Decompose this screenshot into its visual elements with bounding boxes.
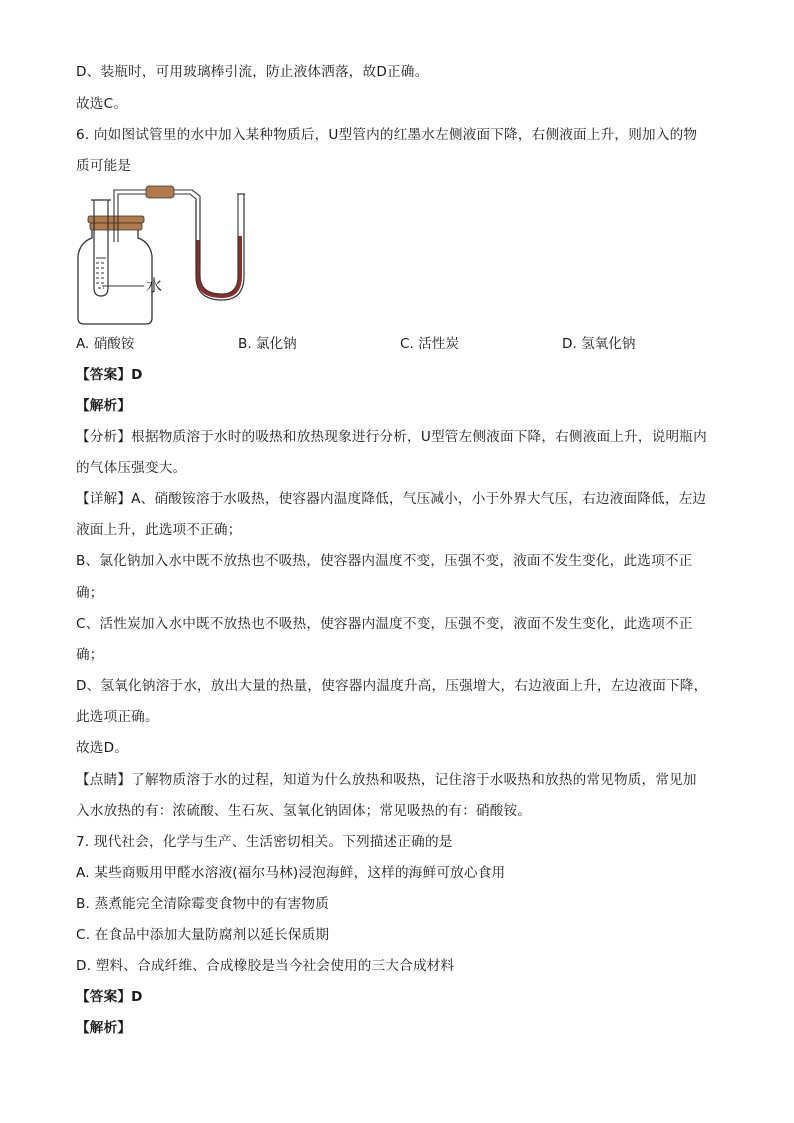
detail-line: D、氢氧化钠溶于水，放出大量的热量，使容器内温度升高，压强增大，右边液面上升，左边液面下降，: [76, 678, 708, 694]
detail-line: B、氯化钠加入水中既不放热也不吸热，使容器内温度不变，压强不变，液面不发生变化，此选项不正: [76, 553, 693, 569]
question-7-option-d: D. 塑料、合成纤维、合成橡胶是当今社会使用的三大合成材料: [76, 958, 455, 974]
option-a: A. 硝酸铵: [76, 336, 135, 352]
answer-7: 【答案】D: [76, 989, 143, 1005]
answer-6: 【答案】D: [76, 367, 143, 383]
tip-line: 入水放热的有：浓硫酸、生石灰、氢氧化钠固体；常见吸热的有：硝酸铵。: [76, 803, 532, 819]
u-tube-inner: [200, 194, 238, 294]
detail-line: 确；: [76, 585, 104, 601]
detail-line: 此选项正确。: [76, 709, 159, 725]
detail-line: 液面上升，此选项不正确；: [76, 522, 242, 538]
apparatus-diagram: [72, 180, 262, 328]
option-c: C. 活性炭: [400, 336, 459, 352]
delivery-tube-inner: [118, 194, 196, 268]
stopper-top: [88, 216, 144, 223]
question-6-stem: 6. 向如图试管里的水中加入某种物质后，U型管内的红墨水左侧液面下降，右侧液面上升，则加入的物: [76, 127, 698, 143]
detail-line: 确；: [76, 647, 104, 663]
detail-line: 【详解】A、硝酸铵溶于水吸热，使容器内温度降低，气压减小，小于外界大气压，右边液面降低，左边: [76, 491, 707, 507]
rubber-connector: [146, 186, 174, 198]
analysis-line: 的气体压强变大。: [76, 460, 187, 476]
analysis-6-heading: 【解析】: [76, 398, 132, 414]
analysis-line: 【分析】根据物质溶于水时的吸热和放热现象进行分析，U型管左侧液面下降，右侧液面上升，说明瓶内: [76, 429, 707, 445]
u-tube-apparatus-figure: [72, 180, 262, 328]
test-tube: [94, 200, 108, 296]
water-label: 水: [146, 276, 163, 295]
bottle-outline: [78, 228, 152, 324]
option-b: B. 氯化钠: [238, 336, 297, 352]
question-7-option-b: B. 蒸煮能完全清除霉变食物中的有害物质: [76, 896, 330, 912]
water-in-tube: [96, 258, 106, 288]
detail-line: C、活性炭加入水中既不放热也不吸热，使容器内温度不变，压强不变，液面不发生变化，此选项不正: [76, 616, 693, 632]
question-7-stem: 7. 现代社会，化学与生产、生活密切相关。下列描述正确的是: [76, 834, 453, 850]
text-line: 故选C。: [76, 96, 128, 112]
conclusion-line: 故选D。: [76, 740, 129, 756]
option-d: D. 氢氧化钠: [562, 336, 636, 352]
question-6-stem-cont: 质可能是: [76, 158, 132, 174]
question-7-option-c: C. 在食品中添加大量防腐剂以延长保质期: [76, 927, 330, 943]
text-line: D、装瓶时，可用玻璃棒引流，防止液体洒落，故D正确。: [76, 64, 429, 80]
question-7-option-a: A. 某些商贩用甲醛水溶液(福尔马林)浸泡海鲜，这样的海鲜可放心食用: [76, 865, 506, 881]
tip-line: 【点睛】了解物质溶于水的过程，知道为什么放热和吸热，记住溶于水吸热和放热的常见物质，常见加: [76, 772, 697, 788]
stopper-bottom: [90, 223, 142, 230]
analysis-7-heading: 【解析】: [76, 1020, 132, 1036]
